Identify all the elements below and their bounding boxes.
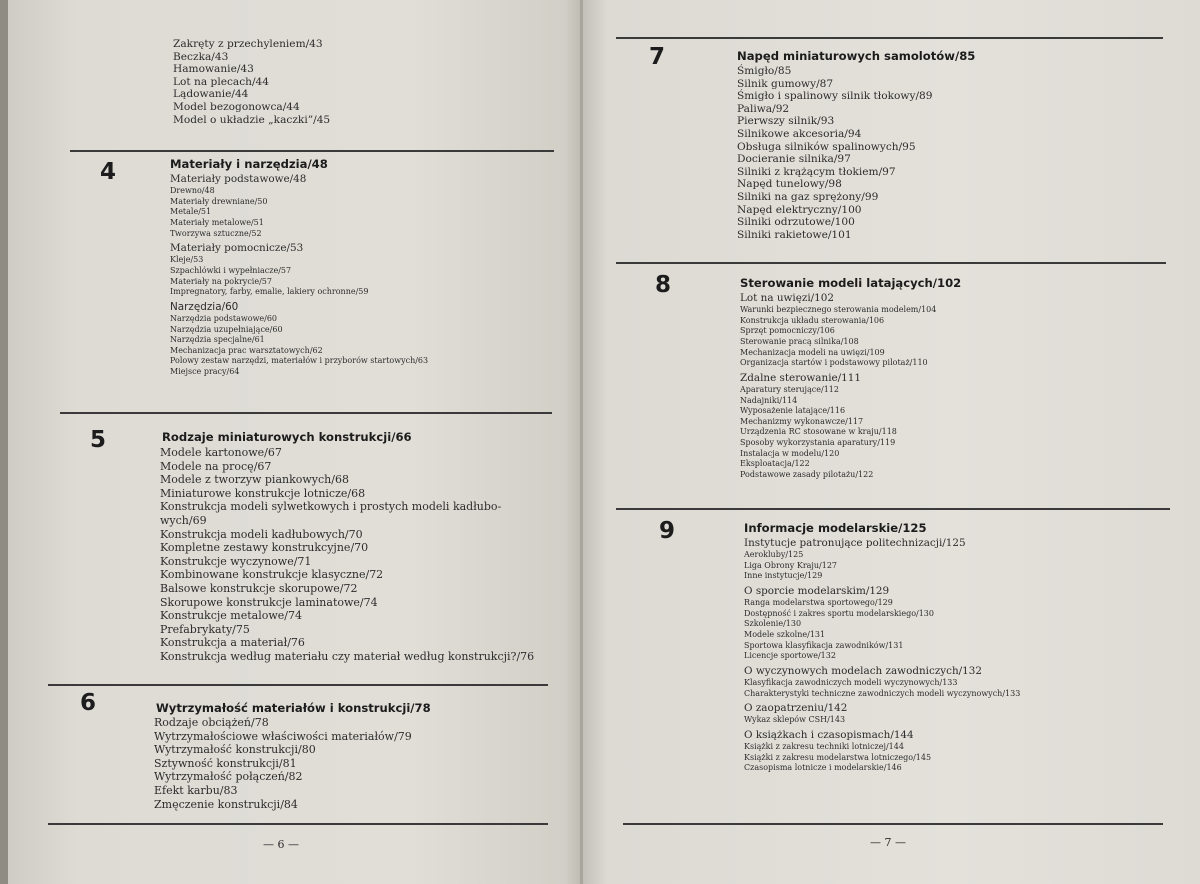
section-heading: O zaopatrzeniu/142 [744,702,848,715]
chapter-divider [48,684,548,686]
list-item: Podstawowe zasady pilotażu/122 [740,469,874,479]
list-item: Pierwszy silnik/93 [737,115,835,128]
list-item: Drewno/48 [170,186,215,196]
list-item: Silniki na gaz sprężony/99 [737,190,879,203]
list-item: Materiały drewniane/50 [170,196,268,206]
list-item: Konstrukcja a materiał/76 [160,636,305,650]
list-item: Beczka/43 [173,50,229,63]
list-item: Klasyfikacja zawodniczych modeli wyczynowych/133 [744,677,958,687]
section-heading: Lot na uwięzi/102 [740,292,835,304]
list-item: Modele szkolne/131 [744,629,826,639]
list-item: Organizacja startów i podstawowy pilotaż/110 [740,358,928,368]
list-item: Tworzywa sztuczne/52 [170,228,262,238]
list-item: Książki z zakresu techniki lotniczej/144 [744,742,904,752]
list-item: Hamowanie/43 [173,63,254,76]
list-item: Liga Obrony Kraju/127 [744,560,838,570]
page-number: — 6 — [263,838,299,851]
chapter-divider [616,508,1170,510]
list-item: Model o układzie „kaczki”/45 [173,113,331,126]
page-number: — 7 — [870,836,906,849]
list-item: Wytrzymałościowe właściwości materiałów/79 [154,729,412,743]
list-item: Charakterystyki techniczne zawodniczych modeli wyczynowych/133 [744,688,1021,698]
list-item: Obsługa silników spalinowych/95 [737,140,916,153]
list-item: Skorupowe konstrukcje laminatowe/74 [160,595,378,609]
list-item: Wykaz sklepów CSH/143 [744,715,846,725]
chapter-title: Napęd miniaturowych samolotów/85 [737,49,976,63]
list-item: Aparatury sterujące/112 [740,384,839,394]
list-item: Docieranie silnika/97 [737,153,851,166]
chapter-5-contents [160,446,534,664]
page-bottom-rule [623,823,1163,825]
list-item: Silniki z krążącym tłokiem/97 [737,165,896,178]
list-item: Konstrukcja według materiału czy materiał według konstrukcji?/76 [160,649,535,663]
list-item: Narzędzia uzupełniające/60 [170,324,283,334]
list-item: Sprzęt pomocniczy/106 [740,326,835,336]
list-item: Wyposażenie latające/116 [740,406,846,416]
chapter-8-contents [740,292,936,480]
chapter-9-contents [744,537,1020,774]
list-item: Metale/51 [170,207,212,217]
chapter-number: 4 [100,159,117,185]
list-item: Zmęczenie konstrukcji/84 [154,797,298,811]
chapter-number: 7 [649,44,666,70]
chapter-number: 8 [655,272,672,298]
chapter-title: Wytrzymałość materiałów i konstrukcji/78 [156,701,431,715]
list-item: Inne instytucje/129 [744,571,823,581]
list-item: wych/69 [160,513,207,527]
section-heading: O książkach i czasopismach/144 [744,728,914,741]
section-heading: O sporcie modelarskim/129 [744,584,890,597]
list-item: Silnik gumowy/87 [737,77,834,90]
section-heading: Instytucje patronujące politechnizacji/125 [744,537,966,549]
list-item: Aerokluby/125 [744,550,804,560]
list-item: Modele na procę/67 [160,459,272,473]
chapter-6-contents [154,716,412,811]
list-item: Mechanizmy wykonawcze/117 [740,416,864,426]
list-item: Zakręty z przechyleniem/43 [173,38,323,50]
list-item: Rodzaje obciążeń/78 [154,716,269,729]
list-item: Modele z tworzyw piankowych/68 [160,473,349,487]
list-item: Silniki odrzutowe/100 [737,216,855,229]
list-item: Prefabrykaty/75 [160,622,250,636]
list-item: Materiały na pokrycie/57 [170,276,272,286]
list-item: Ranga modelarstwa sportowego/129 [744,598,893,608]
list-item: Książki z zakresu modelarstwa lotniczego/145 [744,752,932,762]
list-item: Lot na plecach/44 [173,75,270,88]
list-item: Napęd tunelowy/98 [737,178,842,191]
list-item: Miniaturowe konstrukcje lotnicze/68 [160,486,366,500]
list-item: Sposoby wykorzystania aparatury/119 [740,437,896,447]
list-item: Szkolenie/130 [744,619,802,629]
list-item: Kompletne zestawy konstrukcyjne/70 [160,541,369,555]
list-item: Model bezogonowca/44 [173,100,300,113]
chapter-title: Materiały i narzędzia/48 [170,157,328,171]
list-item: Eksploatacja/122 [740,459,810,469]
section-heading: O wyczynowych modelach zawodniczych/132 [744,664,983,677]
list-item: Dostępność i zakres sportu modelarskiego/130 [744,608,934,618]
chapter-title: Rodzaje miniaturowych konstrukcji/66 [162,430,412,444]
intro-list [173,38,330,126]
list-item: Lądowanie/44 [173,88,249,101]
chapter-number: 5 [90,427,107,453]
chapter-divider [616,262,1166,264]
list-item: Silnikowe akcesoria/94 [737,127,862,140]
list-item: Miejsce pracy/64 [170,366,240,376]
list-item: Balsowe konstrukcje skorupowe/72 [160,581,358,595]
left-page [8,0,582,884]
list-item: Urządzenia RC stosowane w kraju/118 [740,427,897,437]
list-item: Warunki bezpiecznego sterowania modelem/104 [740,305,937,315]
right-page [583,0,1200,884]
list-item: Paliwa/92 [737,102,790,115]
list-item: Licencje sportowe/132 [744,651,836,661]
list-item: Wytrzymałość konstrukcji/80 [154,743,316,757]
list-item: Silniki rakietowe/101 [737,228,852,241]
list-item: Czasopisma lotnicze i modelarskie/146 [744,763,902,773]
list-item: Wytrzymałość połączeń/82 [154,770,303,784]
page-bottom-rule [48,823,548,825]
section-heading: Materiały pomocnicze/53 [170,242,304,255]
list-item: Śmigło/85 [737,65,792,77]
page-top-rule [616,37,1163,39]
chapter-4-contents [170,173,428,378]
list-item: Konstrukcja modeli kadłubowych/70 [160,527,363,541]
list-item: Impregnatory, farby, emalie, lakiery ochronne/59 [170,287,369,297]
chapter-title: Sterowanie modeli latających/102 [740,276,962,290]
list-item: Konstrukcja układu sterowania/106 [740,315,885,325]
list-item: Sportowa klasyfikacja zawodników/131 [744,640,904,650]
list-item: Śmigło i spalinowy silnik tłokowy/89 [737,90,933,103]
list-item: Sterowanie pracą silnika/108 [740,336,859,346]
list-item: Efekt karbu/83 [154,783,238,797]
list-item: Kombinowane konstrukcje klasyczne/72 [160,568,384,582]
chapter-divider [70,150,554,152]
list-item: Kleje/53 [170,255,204,265]
list-item: Napęd elektryczny/100 [737,203,862,216]
chapter-7-contents [737,65,933,241]
chapter-number: 6 [80,690,97,716]
list-item: Modele kartonowe/67 [160,446,282,459]
chapter-title: Informacje modelarskie/125 [744,521,927,535]
list-item: Konstrukcje metalowe/74 [160,609,302,623]
list-item: Sztywność konstrukcji/81 [154,756,297,770]
section-heading: Zdalne sterowanie/111 [740,371,861,384]
chapter-number: 9 [659,518,676,544]
list-item: Mechanizacja modeli na uwięzi/109 [740,347,885,357]
section-heading: Narzędzia/60 [170,300,239,313]
section-heading: Materiały podstawowe/48 [170,173,307,185]
list-item: Mechanizacja prac warsztatowych/62 [170,345,323,355]
list-item: Instalacja w modelu/120 [740,448,840,458]
list-item: Konstrukcje wyczynowe/71 [160,554,312,568]
list-item: Konstrukcja modeli sylwetkowych i prostych modeli kadłubo- [160,500,502,514]
list-item: Szpachlówki i wypełniacze/57 [170,265,292,275]
chapter-divider [60,412,552,414]
list-item: Materiały metalowe/51 [170,217,264,227]
list-item: Narzędzia specjalne/61 [170,335,265,345]
list-item: Polowy zestaw narzędzi, materiałów i przyborów startowych/63 [170,356,429,366]
list-item: Nadajniki/114 [740,395,798,405]
list-item: Narzędzia podstawowe/60 [170,313,278,323]
